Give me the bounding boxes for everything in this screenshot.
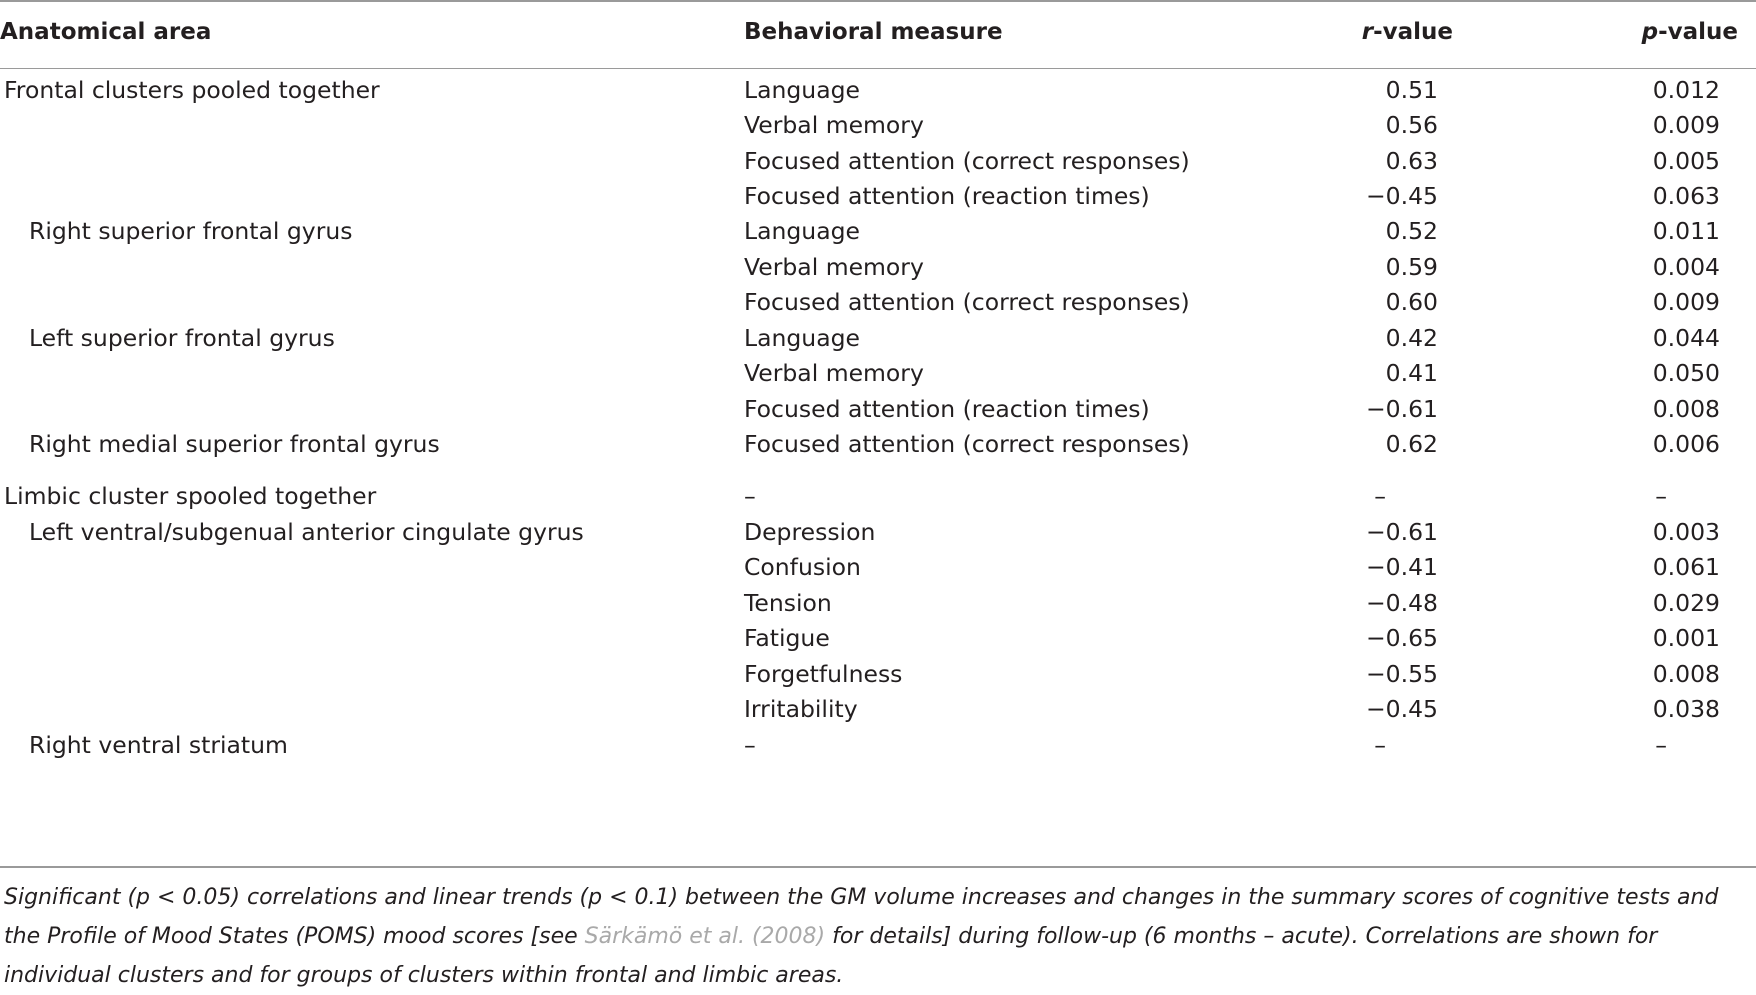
- p-value-cell: –: [1655, 482, 1667, 510]
- table-row: [0, 71, 1756, 109]
- table-row: [0, 142, 1756, 180]
- behavioral-measure-cell: Verbal memory: [744, 111, 924, 139]
- behavioral-measure-cell: Depression: [744, 518, 876, 546]
- p-value-cell: 0.001: [1652, 624, 1720, 652]
- table-row: [0, 584, 1756, 622]
- header-p-rest: -value: [1658, 19, 1738, 45]
- table-row: [0, 283, 1756, 321]
- caption-reference-link[interactable]: Särkämö et al. (2008): [584, 924, 826, 949]
- p-value-cell: 0.044: [1652, 324, 1720, 352]
- table-row: [0, 177, 1756, 215]
- behavioral-measure-cell: Fatigue: [744, 624, 830, 652]
- behavioral-measure-cell: Forgetfulness: [744, 660, 903, 688]
- anatomical-area-cell: Right medial superior frontal gyrus: [29, 430, 440, 458]
- p-value-cell: 0.006: [1652, 430, 1720, 458]
- table-row: [0, 619, 1756, 657]
- header-rule: [0, 68, 1756, 69]
- behavioral-measure-cell: Language: [744, 217, 860, 245]
- table-caption: [4, 878, 1752, 995]
- anatomical-area-cell: Limbic cluster spooled together: [4, 482, 377, 510]
- anatomical-area-cell: Left ventral/subgenual anterior cingulate gyrus: [29, 518, 584, 546]
- header-p-value: [1642, 14, 1738, 50]
- table-row: [0, 390, 1756, 428]
- anatomical-area-cell: Right superior frontal gyrus: [29, 217, 353, 245]
- r-value-cell: –: [1374, 731, 1386, 759]
- r-value-cell: 0.42: [1385, 324, 1438, 352]
- r-value-cell: −0.41: [1365, 553, 1438, 581]
- r-value-cell: 0.63: [1385, 147, 1438, 175]
- behavioral-measure-cell: Focused attention (correct responses): [744, 430, 1190, 458]
- p-value-cell: 0.061: [1652, 553, 1720, 581]
- behavioral-measure-cell: Irritability: [744, 695, 858, 723]
- table-row: [0, 690, 1756, 728]
- behavioral-measure-cell: Focused attention (reaction times): [744, 395, 1150, 423]
- table-bottom-rule: [0, 866, 1756, 868]
- behavioral-measure-cell: Verbal memory: [744, 253, 924, 281]
- r-value-cell: −0.45: [1365, 695, 1438, 723]
- p-value-cell: 0.005: [1652, 147, 1720, 175]
- table-row: [0, 354, 1756, 392]
- r-value-cell: −0.55: [1365, 660, 1438, 688]
- p-value-cell: 0.003: [1652, 518, 1720, 546]
- r-value-cell: –: [1374, 482, 1386, 510]
- p-value-cell: 0.063: [1652, 182, 1720, 210]
- behavioral-measure-cell: Tension: [744, 589, 832, 617]
- anatomical-area-cell: Frontal clusters pooled together: [4, 76, 380, 104]
- caption-text-1: Significant (p < 0.05) correlations and linear trends (p < 0.1) between the GM volume increases and changes in the summary scores of cognitive tests and the Profile of Mood States (POMS) mood scores [see: [4, 885, 1719, 949]
- behavioral-measure-cell: Language: [744, 76, 860, 104]
- table-row: [0, 106, 1756, 144]
- p-value-cell: –: [1655, 731, 1667, 759]
- table-row: [0, 477, 1756, 515]
- table-row: [0, 425, 1756, 463]
- header-p-italic: p: [1641, 19, 1659, 45]
- header-r-value: [1362, 14, 1453, 50]
- behavioral-measure-cell: Focused attention (correct responses): [744, 288, 1190, 316]
- table-row: [0, 548, 1756, 586]
- header-r-rest: -value: [1373, 19, 1453, 45]
- table-top-rule: [0, 0, 1756, 2]
- r-value-cell: 0.56: [1385, 111, 1438, 139]
- header-behavioral-measure: Behavioral measure: [744, 19, 1003, 45]
- caption-text-2: for details] during follow-up (6 months – acute). Correlations are shown for individual clusters and for groups of clusters within frontal and limbic areas.: [4, 924, 1658, 988]
- behavioral-measure-cell: Verbal memory: [744, 359, 924, 387]
- r-value-cell: −0.61: [1365, 518, 1438, 546]
- anatomical-area-cell: Right ventral striatum: [29, 731, 288, 759]
- table-row: [0, 212, 1756, 250]
- behavioral-measure-cell: Focused attention (correct responses): [744, 147, 1190, 175]
- r-value-cell: −0.45: [1365, 182, 1438, 210]
- p-value-cell: 0.012: [1652, 76, 1720, 104]
- table-row: [0, 513, 1756, 551]
- p-value-cell: 0.008: [1652, 395, 1720, 423]
- p-value-cell: 0.038: [1652, 695, 1720, 723]
- header-r-italic: r: [1361, 19, 1374, 45]
- p-value-cell: 0.008: [1652, 660, 1720, 688]
- behavioral-measure-cell: –: [744, 731, 756, 759]
- r-value-cell: −0.65: [1365, 624, 1438, 652]
- p-value-cell: 0.050: [1652, 359, 1720, 387]
- anatomical-area-cell: Left superior frontal gyrus: [29, 324, 335, 352]
- behavioral-measure-cell: Language: [744, 324, 860, 352]
- r-value-cell: −0.48: [1365, 589, 1438, 617]
- behavioral-measure-cell: Focused attention (reaction times): [744, 182, 1150, 210]
- p-value-cell: 0.009: [1652, 111, 1720, 139]
- behavioral-measure-cell: Confusion: [744, 553, 861, 581]
- r-value-cell: 0.59: [1385, 253, 1438, 281]
- r-value-cell: 0.41: [1385, 359, 1438, 387]
- r-value-cell: 0.52: [1385, 217, 1438, 245]
- r-value-cell: −0.61: [1365, 395, 1438, 423]
- table-row: [0, 655, 1756, 693]
- p-value-cell: 0.011: [1652, 217, 1720, 245]
- p-value-cell: 0.004: [1652, 253, 1720, 281]
- r-value-cell: 0.60: [1385, 288, 1438, 316]
- p-value-cell: 0.029: [1652, 589, 1720, 617]
- table-row: [0, 248, 1756, 286]
- r-value-cell: 0.62: [1385, 430, 1438, 458]
- behavioral-measure-cell: –: [744, 482, 756, 510]
- r-value-cell: 0.51: [1385, 76, 1438, 104]
- table-row: [0, 726, 1756, 764]
- header-anatomical-area: Anatomical area: [0, 19, 212, 45]
- table-row: [0, 319, 1756, 357]
- p-value-cell: 0.009: [1652, 288, 1720, 316]
